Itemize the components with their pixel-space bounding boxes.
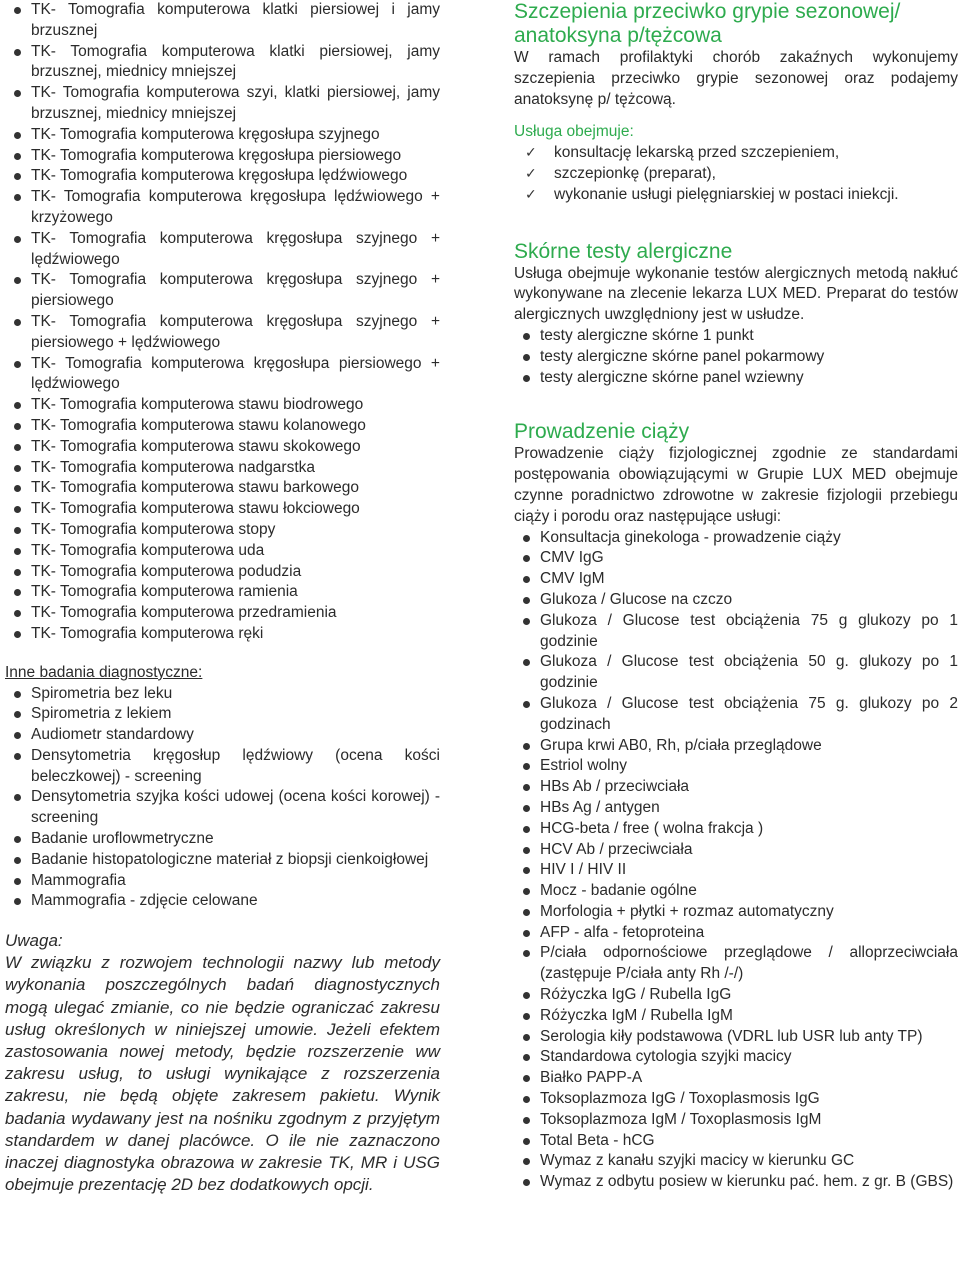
list-item: TK- Tomografia komputerowa kręgosłupa szyjnego + lędźwiowego (5, 229, 440, 271)
tk-list (5, 0, 440, 645)
list-item: Grupa krwi AB0, Rh, p/ciała przeglądowe (514, 736, 958, 757)
list-item (514, 143, 958, 164)
other-diagnostics-list (5, 684, 440, 913)
list-item: Glukoza / Glucose test obciążenia 75 g glukozy po 1 godzinie (514, 611, 958, 653)
checkmark-icon: ✓ (525, 165, 537, 182)
list-item: Standardowa cytologia szyjki macicy (514, 1047, 958, 1068)
list-item: TK- Tomografia komputerowa stawu skokowego (5, 437, 440, 458)
list-item: testy alergiczne skórne 1 punkt (514, 326, 958, 347)
list-item: Białko PAPP-A (514, 1068, 958, 1089)
left-column (5, 0, 440, 1197)
list-item: Estriol wolny (514, 756, 958, 777)
list-item: TK- Tomografia komputerowa stopy (5, 520, 440, 541)
allergy-tests-text: Usługa obejmuje wykonanie testów alergicznych metodą nakłuć wykonywane na zlecenie lekarza LUX MED. Preparat do testów alergicznych uwzględniony jest w usłudze. (514, 264, 958, 324)
list-item: TK- Tomografia komputerowa kręgosłupa szyjnego (5, 125, 440, 146)
list-item: TK- Tomografia komputerowa szyi, klatki piersiowej, jamy brzusznej, miednicy mniejszej (5, 83, 440, 125)
list-item: TK- Tomografia komputerowa stawu barkowego (5, 478, 440, 499)
note-title: Uwaga: (5, 931, 63, 951)
flu-scope-list (514, 143, 958, 205)
pregnancy-text: Prowadzenie ciąży fizjologicznej zgodnie ze standardami postępowania obowiązującymi w Grupie LUX MED obejmuje czynne poradnictwo zdrowotne w zakresie fizjologii przebiegu ciąży i porodu oraz następujące usługi: (514, 445, 958, 525)
list-item: HBs Ab / przeciwciała (514, 777, 958, 798)
list-item: TK- Tomografia komputerowa kręgosłupa piersiowego (5, 146, 440, 167)
list-item: Mammografia (5, 871, 440, 892)
list-item: CMV IgM (514, 569, 958, 590)
list-item: testy alergiczne skórne panel pokarmowy (514, 347, 958, 368)
pregnancy-section (514, 420, 958, 1193)
list-item: TK- Tomografia komputerowa ręki (5, 624, 440, 645)
list-item: TK- Tomografia komputerowa kręgosłupa lędźwiowego + krzyżowego (5, 187, 440, 229)
list-item (514, 185, 958, 206)
list-item: HCG-beta / free ( wolna frakcja ) (514, 819, 958, 840)
list-item-label: konsultację lekarską przed szczepieniem, (554, 144, 840, 162)
list-item: TK- Tomografia komputerowa stawu biodrowego (5, 395, 440, 416)
flu-vaccination-section (514, 0, 958, 206)
list-item: Spirometria bez leku (5, 684, 440, 705)
list-item: TK- Tomografia komputerowa nadgarstka (5, 458, 440, 479)
list-item: HBs Ag / antygen (514, 798, 958, 819)
list-item: TK- Tomografia komputerowa kręgosłupa szyjnego + piersiowego + lędźwiowego (5, 312, 440, 354)
pregnancy-title: Prowadzenie ciąży (514, 420, 690, 444)
list-item: HIV I / HIV II (514, 860, 958, 881)
list-item: Audiometr standardowy (5, 725, 440, 746)
allergy-tests-section (514, 240, 958, 389)
list-item: Różyczka IgG / Rubella IgG (514, 985, 958, 1006)
list-item-label: wykonanie usługi pielęgniarskiej w postaci iniekcji. (554, 185, 899, 203)
list-item: Glukoza / Glucose test obciążenia 75 g. glukozy po 2 godzinach (514, 694, 958, 736)
list-item: Konsultacja ginekologa - prowadzenie ciąży (514, 528, 958, 549)
allergy-tests-list (514, 326, 958, 388)
list-item-label: szczepionkę (preparat), (554, 164, 716, 182)
list-item: Badanie histopatologiczne materiał z biopsji cienkoigłowej (5, 850, 440, 871)
list-item: TK- Tomografia komputerowa stawu łokciowego (5, 499, 440, 520)
list-item: Toksoplazmoza IgG / Toxoplasmosis IgG (514, 1089, 958, 1110)
list-item: Wymaz z kanału szyjki macicy w kierunku GC (514, 1151, 958, 1172)
checkmark-icon: ✓ (525, 145, 537, 162)
list-item: Mocz - badanie ogólne (514, 881, 958, 902)
list-item: TK- Tomografia komputerowa kręgosłupa piersiowego + lędźwiowego (5, 354, 440, 396)
list-item: Densytometria szyjka kości udowej (ocena kości korowej) - screening (5, 787, 440, 829)
list-item: TK- Tomografia komputerowa ramienia (5, 582, 440, 603)
list-item: Serologia kiły podstawowa (VDRL lub USR lub anty TP) (514, 1027, 958, 1048)
list-item: Glukoza / Glucose test obciążenia 50 g. glukozy po 1 godzinie (514, 652, 958, 694)
list-item: TK- Tomografia komputerowa kręgosłupa lędźwiowego (5, 166, 440, 187)
list-item: TK- Tomografia komputerowa klatki piersiowej, jamy brzusznej, miednicy mniejszej (5, 42, 440, 84)
pregnancy-services-list (514, 528, 958, 1194)
list-item (514, 164, 958, 185)
right-column (514, 0, 958, 1193)
list-item: Badanie uroflowmetryczne (5, 829, 440, 850)
list-item: Total Beta - hCG (514, 1131, 958, 1152)
list-item: Toksoplazmoza IgM / Toxoplasmosis IgM (514, 1110, 958, 1131)
list-item: Mammografia - zdjęcie celowane (5, 891, 440, 912)
list-item: CMV IgG (514, 548, 958, 569)
list-item: TK- Tomografia komputerowa uda (5, 541, 440, 562)
allergy-tests-title: Skórne testy alergiczne (514, 239, 733, 263)
other-diagnostics-title: Inne badania diagnostyczne: (5, 663, 203, 681)
list-item: Różyczka IgM / Rubella IgM (514, 1006, 958, 1027)
list-item: TK- Tomografia komputerowa podudzia (5, 562, 440, 583)
list-item: HCV Ab / przeciwciała (514, 840, 958, 861)
list-item: Wymaz z odbytu posiew w kierunku pać. hem. z gr. B (GBS) (514, 1172, 958, 1193)
flu-vaccination-title: Szczepienia przeciwko grypie sezonowej/ anatoksyna p/tężcowa (514, 0, 901, 47)
list-item: Glukoza / Glucose na czczo (514, 590, 958, 611)
list-item: P/ciała odpornościowe przeglądowe / alloprzeciwciała (zastępuje P/ciała anty Rh /-/) (514, 943, 958, 985)
list-item: AFP - alfa - fetoproteina (514, 923, 958, 944)
list-item: TK- Tomografia komputerowa kręgosłupa szyjnego + piersiowego (5, 270, 440, 312)
list-item: Densytometria kręgosłup lędźwiowy (ocena kości beleczkowej) - screening (5, 746, 440, 788)
list-item: testy alergiczne skórne panel wziewny (514, 368, 958, 389)
list-item: TK- Tomografia komputerowa stawu kolanowego (5, 416, 440, 437)
list-item: Morfologia + płytki + rozmaz automatyczny (514, 902, 958, 923)
list-item: Spirometria z lekiem (5, 704, 440, 725)
flu-scope-label: Usługa obejmuje: (514, 123, 634, 141)
list-item: TK- Tomografia komputerowa klatki piersiowej i jamy brzusznej (5, 0, 440, 42)
flu-vaccination-text: W ramach profilaktyki chorób zakaźnych wykonujemy szczepienia przeciwko grypie sezonowej oraz podajemy anatoksynę p/ tężcową. (514, 49, 958, 108)
checkmark-icon: ✓ (525, 186, 537, 203)
note-text: W związku z rozwojem technologii nazwy lub metody wykonania poszczególnych badań diagnostycznych mogą ulegać zmianie, co nie będzie ograniczać zakresu usług określonych w niniejszej umowie. Jeżeli efektem zastosowania nowej metody, będzie rozszerzenie ww zakresu usług, to usługi wynikające z rozszerzenia zakresu, nie będą objęte zakresem pakietu. Wynik badania wydawany jest na nośniku zgodnym z przyjętym standardem w danej placówce. O ile nie zaznaczono inaczej diagnostyka obrazowa w zakresie TK, MR i USG obejmuje prezentację 2D bez dodatkowych opcji. (5, 953, 440, 1195)
list-item: TK- Tomografia komputerowa przedramienia (5, 603, 440, 624)
